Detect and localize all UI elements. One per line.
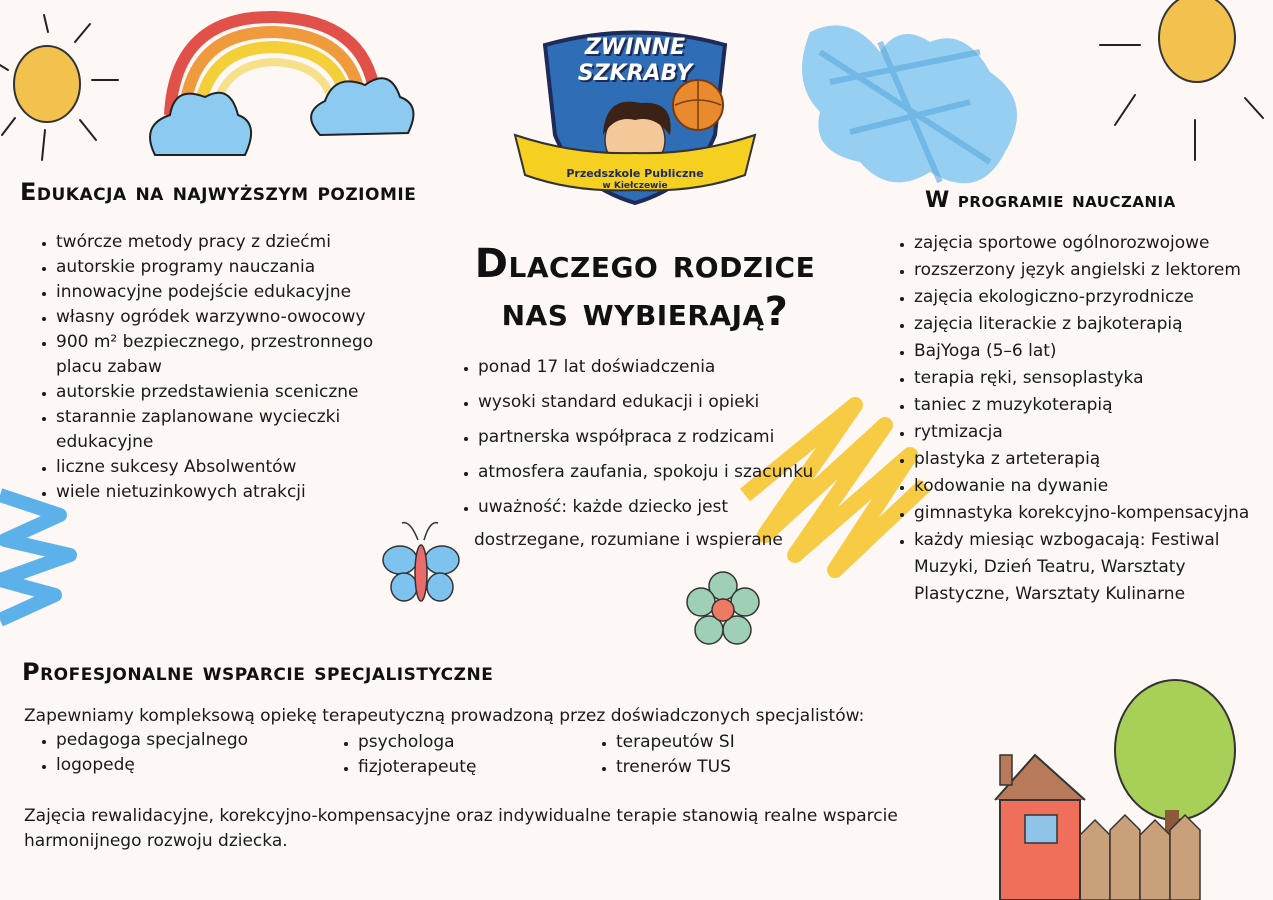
center-list <box>446 350 898 525</box>
list-item: • starannie zaplanowane wycieczki edukacyjne <box>56 405 376 455</box>
support-heading: Profesjonalne wsparcie specjalistyczne <box>22 658 494 686</box>
list-item: • liczne sukcesy Absolwentów <box>56 455 376 480</box>
list-item: • trenerów TUS <box>616 755 866 780</box>
main-title-line1: Dlaczego rodzice <box>474 241 816 287</box>
list-item: • rytmizacja <box>914 419 1273 446</box>
right-heading: W programie nauczania <box>925 188 1176 213</box>
list-item: • BajYoga (5–6 lat) <box>914 338 1273 365</box>
list-item: • własny ogródek warzywno-owocowy <box>56 305 376 330</box>
left-list <box>24 230 376 505</box>
specialists-col3 <box>584 730 866 780</box>
list-item: • kodowanie na dywanie <box>914 473 1273 500</box>
blue-scribble <box>0 485 80 635</box>
list-item: • rozszerzony język angielski z lektorem <box>914 257 1273 284</box>
left-heading: Edukacja na najwyższym poziomie <box>20 178 417 206</box>
specialists-col2 <box>326 730 608 780</box>
sun-illustration-right <box>1095 0 1273 170</box>
logo-ribbon-line2: w Kiełczewie <box>602 181 668 191</box>
list-item: • ponad 17 lat doświadczenia <box>478 350 898 385</box>
right-list <box>882 230 1273 608</box>
house-illustration <box>985 670 1273 900</box>
list-item: • terapia ręki, sensoplastyka <box>914 365 1273 392</box>
list-item: • gimnastyka korekcyjno-kompensacyjna <box>914 500 1273 527</box>
cloud-illustration <box>790 12 1030 197</box>
list-item: • psychologa <box>358 730 608 755</box>
list-item: • zajęcia ekologiczno-przyrodnicze <box>914 284 1273 311</box>
logo-title-line1: ZWINNE <box>584 35 686 60</box>
list-item: • taniec z muzykoterapią <box>914 392 1273 419</box>
list-item: • autorskie programy nauczania <box>56 255 376 280</box>
list-item: • fizjoterapeutę <box>358 755 608 780</box>
support-closing: Zajęcia rewalidacyjne, korekcyjno-kompensacyjne oraz indywidualne terapie stanowią realne wsparcie harmonijnego rozwoju dziecka. <box>24 806 898 851</box>
list-item: • 900 m² bezpiecznego, przestronnego placu zabaw <box>56 330 376 380</box>
butterfly-illustration <box>380 515 465 610</box>
school-logo <box>515 25 755 205</box>
list-item: • wysoki standard edukacji i opieki <box>478 385 898 420</box>
list-item: • pedagoga specjalnego <box>56 728 346 753</box>
list-item: • atmosfera zaufania, spokoju i szacunku <box>478 455 898 490</box>
sun-illustration <box>0 10 140 180</box>
list-item: • partnerska współpraca z rodzicami <box>478 420 898 455</box>
support-intro: Zapewniamy kompleksową opiekę terapeutyczną prowadzoną przez doświadczonych specjalistów: <box>24 706 865 726</box>
logo-title-line2: SZKRABY <box>577 61 693 86</box>
rainbow-illustration <box>150 5 420 175</box>
list-item: • plastyka z arteterapią <box>914 446 1273 473</box>
list-item: • uważność: każde dziecko jest <box>478 490 898 525</box>
list-item: • zajęcia literackie z bajkoterapią <box>914 311 1273 338</box>
flower-illustration <box>683 570 763 650</box>
list-item: • twórcze metody pracy z dziećmi <box>56 230 376 255</box>
list-item: • terapeutów SI <box>616 730 866 755</box>
main-title-line2: nas wybierają? <box>501 289 789 335</box>
logo-ribbon-line1: Przedszkole Publiczne <box>566 167 704 180</box>
center-list-continuation: dostrzegane, rozumiane i wspierane <box>474 530 783 550</box>
specialists-col1 <box>24 728 346 778</box>
list-item: • każdy miesiąc wzbogacają: Festiwal Muzyki, Dzień Teatru, Warsztaty Plastyczne, Warsztaty Kulinarne <box>914 527 1273 608</box>
list-item: • innowacyjne podejście edukacyjne <box>56 280 376 305</box>
list-item: • zajęcia sportowe ogólnorozwojowe <box>914 230 1273 257</box>
list-item: • autorskie przedstawienia sceniczne <box>56 380 376 405</box>
list-item: • wiele nietuzinkowych atrakcji <box>56 480 376 505</box>
list-item: • logopedę <box>56 753 346 778</box>
